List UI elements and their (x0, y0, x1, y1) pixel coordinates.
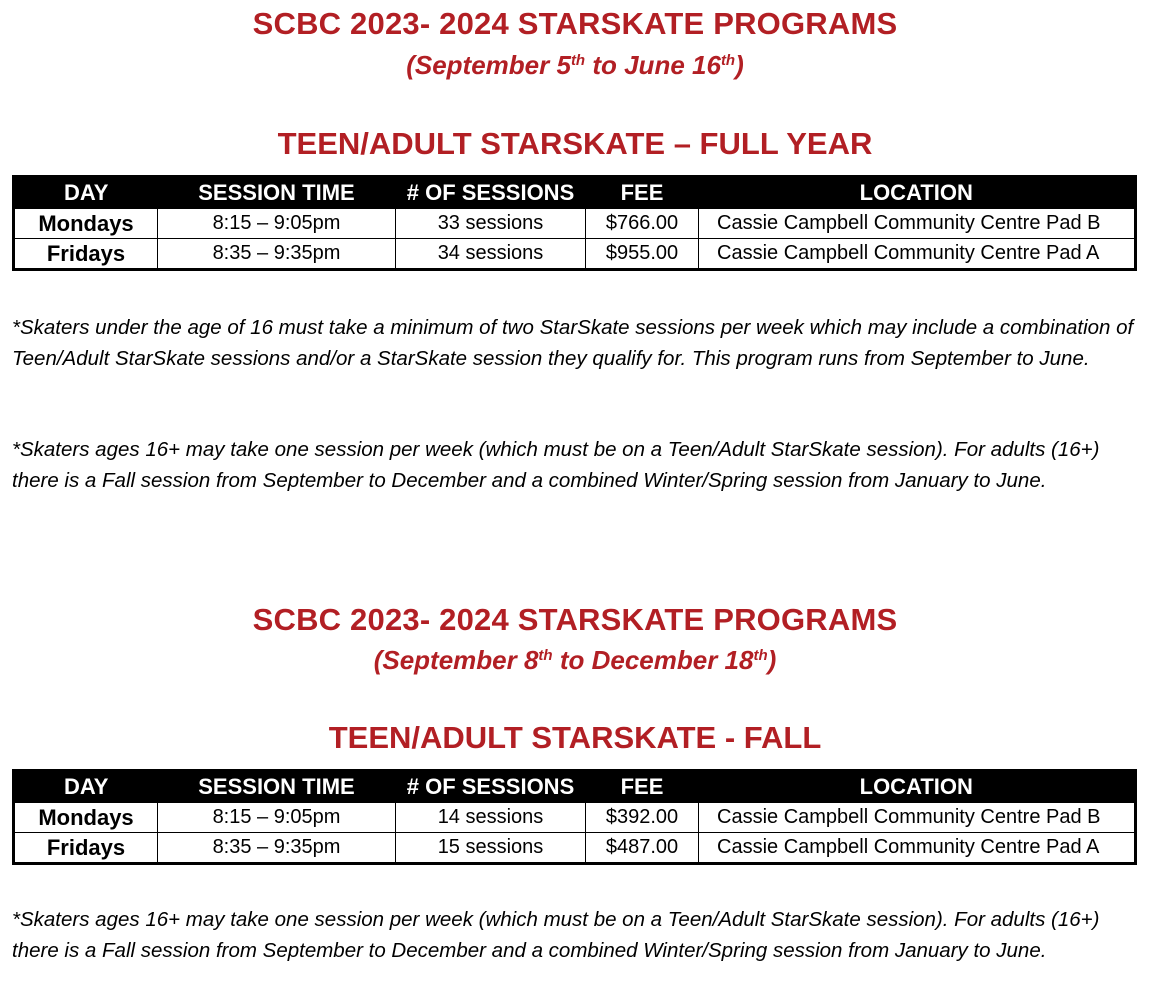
table-row (14, 239, 1136, 270)
table-row (14, 833, 1136, 864)
full-year-note-16-plus: *Skaters ages 16+ may take one session per week (which must be on a Teen/Adult StarSkate session). For adults (16+) there is a Fall session from September to December and a combined Winter/Spring session from January to June. (12, 438, 1100, 492)
fall-program-title: SCBC 2023- 2024 STARSKATE PROGRAMS (252, 602, 898, 637)
table-row (14, 209, 1136, 239)
header-day: DAY (14, 771, 158, 803)
fall-schedule-table (12, 769, 1137, 865)
fall-date-range (0, 645, 1150, 675)
table-row (14, 803, 1136, 833)
date-range-end: to June 16 (585, 50, 721, 80)
table-header-row (14, 771, 1136, 803)
header-number-of-sessions: # OF SESSIONS (396, 771, 586, 803)
cell-day: Mondays (14, 209, 158, 239)
date-suffix: th (720, 52, 736, 69)
cell-day: Mondays (14, 803, 158, 833)
header-session-time: SESSION TIME (158, 771, 396, 803)
full-year-date-range (0, 50, 1150, 80)
header-fee: FEE (586, 771, 699, 803)
cell-location: Cassie Campbell Community Centre Pad B (699, 803, 1136, 833)
cell-sessions: 15 sessions (396, 833, 586, 864)
date-suffix: th (570, 52, 586, 69)
full-year-subtitle: TEEN/ADULT STARSKATE – FULL YEAR (277, 126, 873, 161)
date-range-start: (September 8 (373, 645, 539, 675)
full-year-schedule-table (12, 175, 1137, 271)
cell-location: Cassie Campbell Community Centre Pad A (699, 239, 1136, 270)
date-range-start: (September 5 (406, 50, 571, 80)
cell-session-time: 8:35 – 9:35pm (158, 833, 396, 864)
cell-fee: $487.00 (586, 833, 699, 864)
date-range-end: to December 18 (552, 645, 754, 675)
date-suffix: th (538, 647, 553, 664)
cell-day: Fridays (14, 239, 158, 270)
cell-fee: $392.00 (586, 803, 699, 833)
header-location: LOCATION (699, 177, 1136, 209)
header-day: DAY (14, 177, 158, 209)
date-suffix: th (753, 647, 768, 664)
cell-sessions: 34 sessions (396, 239, 586, 270)
header-session-time: SESSION TIME (158, 177, 396, 209)
full-year-program-title: SCBC 2023- 2024 STARSKATE PROGRAMS (252, 6, 898, 41)
cell-day: Fridays (14, 833, 158, 864)
fall-note-16-plus: *Skaters ages 16+ may take one session per week (which must be on a Teen/Adult StarSkate session). For adults (16+) there is a Fall session from September to December and a combined Winter/Spring session from January to June. (12, 908, 1100, 962)
date-range-close: ) (767, 645, 777, 675)
cell-sessions: 14 sessions (396, 803, 586, 833)
fall-subtitle: TEEN/ADULT STARSKATE - FALL (328, 720, 822, 755)
header-location: LOCATION (699, 771, 1136, 803)
header-number-of-sessions: # OF SESSIONS (396, 177, 586, 209)
cell-fee: $955.00 (586, 239, 699, 270)
cell-fee: $766.00 (586, 209, 699, 239)
cell-session-time: 8:15 – 9:05pm (158, 209, 396, 239)
cell-sessions: 33 sessions (396, 209, 586, 239)
date-range-close: ) (735, 50, 744, 80)
cell-session-time: 8:15 – 9:05pm (158, 803, 396, 833)
cell-location: Cassie Campbell Community Centre Pad A (699, 833, 1136, 864)
header-fee: FEE (586, 177, 699, 209)
cell-location: Cassie Campbell Community Centre Pad B (699, 209, 1136, 239)
full-year-note-under-16: *Skaters under the age of 16 must take a minimum of two StarSkate sessions per week which may include a combination of Teen/Adult StarSkate sessions and/or a StarSkate session they qualify for. This program runs from September to June. (12, 316, 1134, 370)
table-header-row (14, 177, 1136, 209)
cell-session-time: 8:35 – 9:35pm (158, 239, 396, 270)
